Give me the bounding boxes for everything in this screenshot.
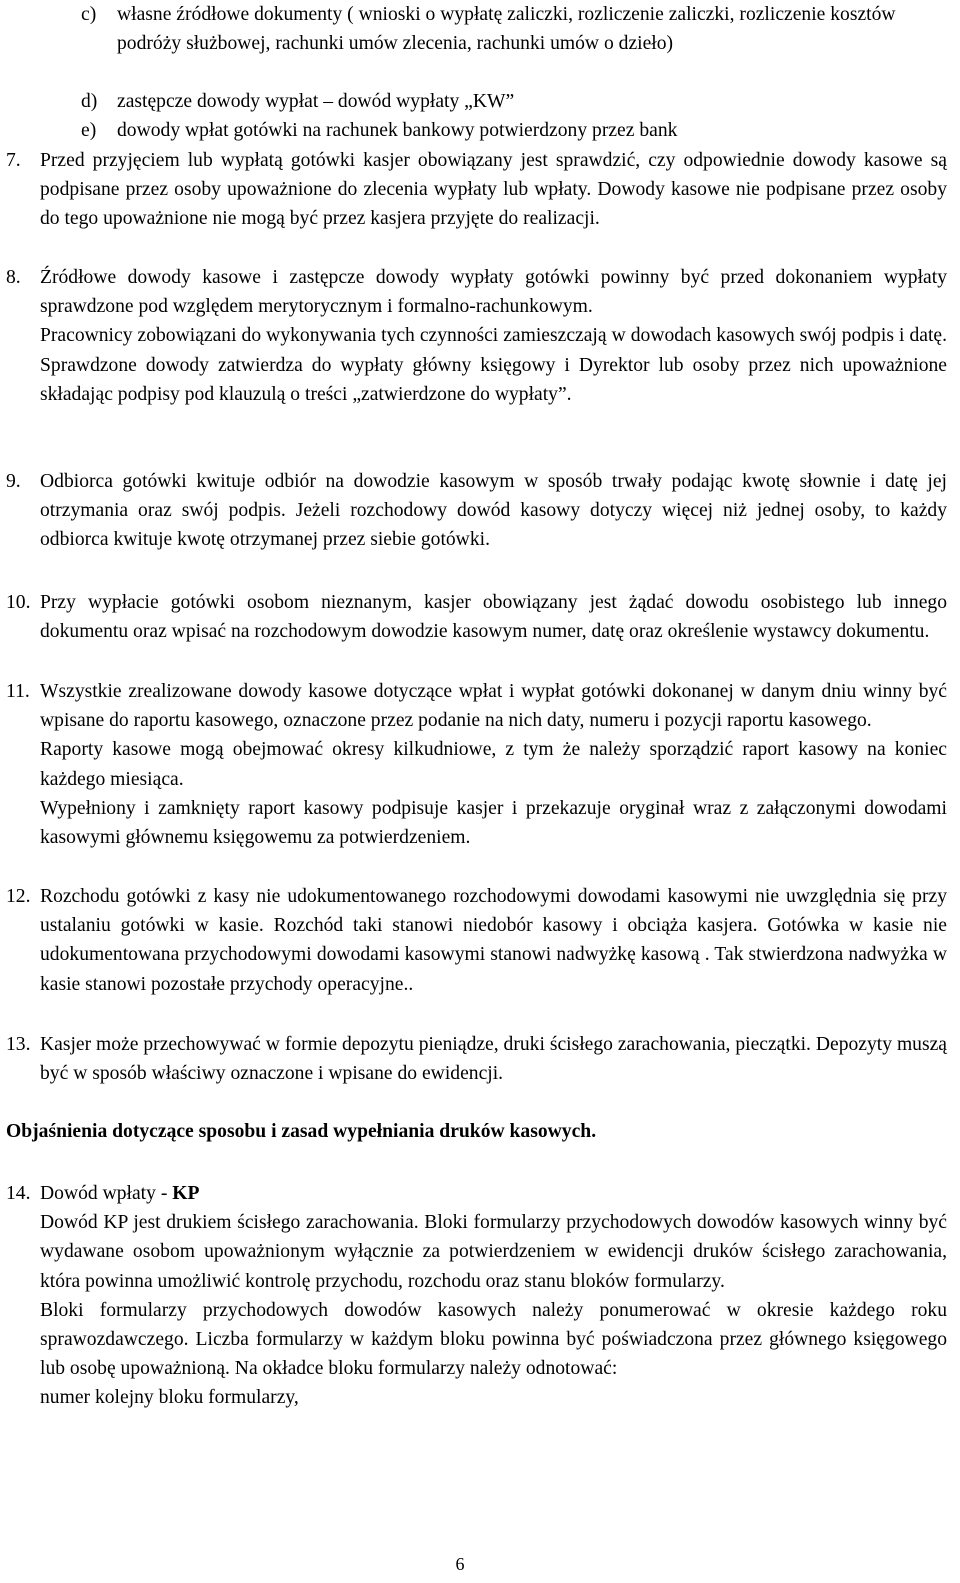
paragraph: Rozchodu gotówki z kasy nie udokumentowanego rozchodowymi dowodami kasowymi nie uwzględnia się przy ustalaniu gotówki w kasie. Rozchód taki stanowi niedobór kasowy i obciąża kasjera. Gotówka w kasie nie udokumentowana przychodowymi dowodami kasowymi stanowi nadwyżkę kasową . Tak stwierdzona nadwyżka w kasie stanowi pozostałe przychody operacyjne..: [40, 886, 947, 995]
title-prefix: Dowód wpłaty -: [40, 1183, 173, 1204]
section-number: 11.: [6, 681, 30, 702]
paragraph: Odbiorca gotówki kwituje odbiór na dowodzie kasowym w sposób trwały podając kwotę słownie i datę jej otrzymania oraz swój podpis. Jeżeli rozchodowy dowód kasowy dotyczy więcej niż jednej osoby, to każdy odbiorca kwituje kwotę otrzymanej przez siebie gotówki.: [40, 471, 947, 551]
page-number: 6: [455, 1554, 465, 1574]
section-number: 13.: [6, 1034, 31, 1055]
section-number: 8.: [6, 267, 21, 288]
section-8: [6, 263, 947, 409]
paragraph: Źródłowe dowody kasowe i zastępcze dowody wypłaty gotówki powinny być przed dokonaniem wypłaty sprawdzone pod względem merytorycznym i formalno-rachunkowym.: [40, 267, 947, 318]
paragraph: Przed przyjęciem lub wypłatą gotówki kasjer obowiązany jest sprawdzić, czy odpowiednie dowody kasowe są podpisane przez osoby upoważnione do zlecenia wypłaty lub wpłaty. Dowody kasowe nie podpisane przez osoby do tego upoważnione nie mogą być przez kasjera przyjęte do realizacji.: [40, 150, 947, 230]
list-label: d): [81, 91, 98, 112]
paragraph: Kasjer może przechowywać w formie depozytu pieniądze, druki ścisłego zarachowania, pieczątki. Depozyty muszą być w sposób właściwy oznaczone i wpisane do ewidencji.: [40, 1034, 947, 1085]
section-heading: Objaśnienia dotyczące sposobu i zasad wypełniania druków kasowych.: [6, 1121, 597, 1142]
paragraph: Pracownicy zobowiązani do wykonywania tych czynności zamieszczają w dowodach kasowych swój podpis i datę. Sprawdzone dowody zatwierdza do wypłaty główny księgowy i Dyrektor lub osoby przez nich upoważnione składając podpisy pod klauzulą o treści „zatwierdzone do wypłaty”.: [40, 325, 947, 405]
title-bold: KP: [172, 1183, 200, 1204]
list-label: e): [81, 120, 97, 141]
paragraph: Wszystkie zrealizowane dowody kasowe dotyczące wpłat i wypłat gotówki dokonanej w danym dniu winny być wpisane do raportu kasowego, oznaczone przez podanie na nich daty, numeru i pozycji raportu kasowego.: [40, 681, 947, 732]
paragraph: Raporty kasowe mogą obejmować okresy kilkudniowe, z tym że należy sporządzić raport kasowy na koniec każdego miesiąca.: [40, 739, 947, 790]
section-13: [6, 1030, 947, 1088]
section-number: 9.: [6, 471, 21, 492]
paragraph: Bloki formularzy przychodowych dowodów kasowych należy ponumerować w okresie każdego roku sprawozdawczego. Liczba formularzy w każdym bloku powinna być poświadczona przez głównego księgowego lub osobę upoważnioną. Na okładce bloku formularzy należy odnotować:: [40, 1299, 947, 1380]
paragraph: numer kolejny bloku formularzy,: [40, 1387, 299, 1409]
section-title: [40, 1179, 947, 1208]
section-number: 10.: [6, 592, 31, 613]
list-item-c: [81, 0, 947, 58]
section-number: 7.: [6, 150, 21, 171]
list-label: c): [81, 4, 97, 25]
section-12: [6, 882, 947, 999]
paragraph: Wypełniony i zamknięty raport kasowy podpisuje kasjer i przekazuje oryginał wraz z załączonymi dowodami kasowymi głównemu księgowemu za potwierdzeniem.: [40, 797, 947, 849]
list-text: zastępcze dowody wypłat – dowód wypłaty „KW”: [117, 91, 515, 112]
section-number: 12.: [6, 886, 31, 907]
list-item-d: [81, 87, 947, 116]
section-7: [6, 146, 947, 234]
section-14: [6, 1179, 947, 1413]
list-text: własne źródłowe dokumenty ( wnioski o wypłatę zaliczki, rozliczenie zaliczki, rozliczenie kosztów podróży służbowej, rachunki umów zlecenia, rachunki umów o dzieło): [117, 4, 896, 55]
paragraph: Przy wypłacie gotówki osobom nieznanym, kasjer obowiązany jest żądać dowodu osobistego lub innego dokumentu oraz wpisać na rozchodowym dowodzie kasowym numer, datę oraz określenie wystawcy dokumentu.: [40, 592, 947, 643]
section-10: [6, 588, 947, 646]
paragraph: Dowód KP jest drukiem ścisłego zarachowania. Bloki formularzy przychodowych dowodów kasowych winny być wydawane osobom upoważnionym wyłącznie za potwierdzeniem w ewidencji druków ścisłego zarachowania, która powinna umożliwić kontrolę przychodu, rozchodu oraz stanu bloków formularzy.: [40, 1212, 947, 1292]
list-text: dowody wpłat gotówki na rachunek bankowy potwierdzony przez bank: [117, 120, 678, 141]
section-number: 14.: [6, 1183, 31, 1204]
section-11: [6, 677, 947, 852]
list-item-e: [81, 116, 947, 145]
section-9: [6, 467, 947, 555]
